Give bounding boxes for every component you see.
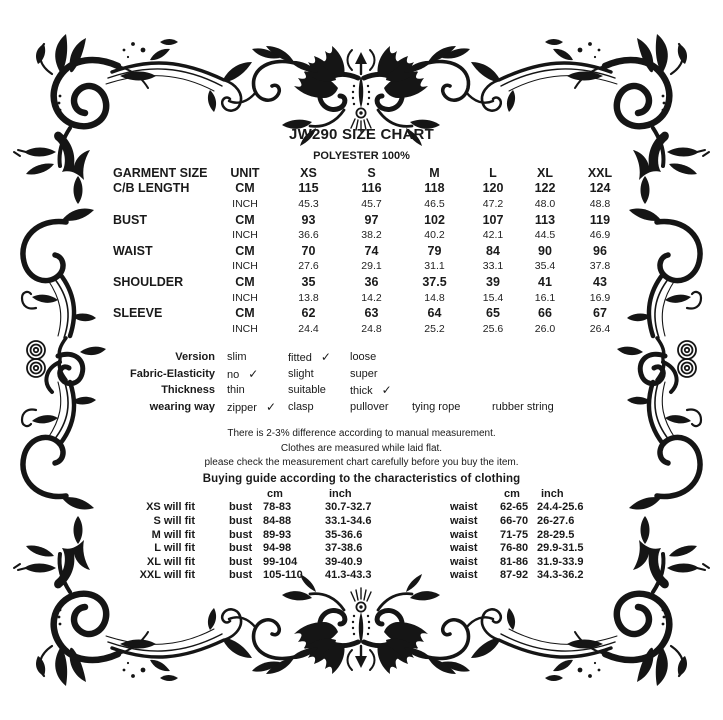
bust-cm-value: 84-88 <box>263 514 292 527</box>
size-value-cell: 26.0 <box>534 322 556 335</box>
fit-size-label: M will fit <box>151 528 195 541</box>
attribute-option-text: clasp <box>288 400 314 413</box>
measurement-label: SHOULDER <box>113 274 184 289</box>
waist-label: waist <box>450 528 478 541</box>
size-value-cell: 124 <box>589 181 611 196</box>
bust-inch-value: 37-38.6 <box>325 542 363 555</box>
bust-label: bust <box>229 555 253 568</box>
attribute-option <box>288 401 350 413</box>
note-line: There is 2-3% difference according to manual measurement. <box>227 428 496 439</box>
attribute-option-text: rubber string <box>492 400 554 413</box>
attribute-option-text: pullover <box>350 400 389 413</box>
attribute-option <box>288 384 350 396</box>
size-table-row <box>113 243 630 259</box>
attribute-option-text: thin <box>227 384 245 397</box>
note-line: please check the measurement chart carefully before you buy the item. <box>204 457 519 468</box>
garment-size-header: GARMENT SIZE <box>113 165 208 180</box>
size-value-cell: 31.1 <box>424 260 445 273</box>
waist-inch-value: 34.3-36.2 <box>537 569 584 582</box>
waist-inch-value: 28-29.5 <box>537 528 575 541</box>
measurement-label: C/B LENGTH <box>113 181 190 196</box>
waist-label: waist <box>450 555 478 568</box>
size-value-cell: 66 <box>538 306 552 321</box>
size-table <box>113 165 630 337</box>
size-value-cell: 16.9 <box>589 291 611 304</box>
material-subtitle: POLYESTER 100% <box>313 150 410 162</box>
attribute-option-text: slight <box>288 367 314 380</box>
waist-cm-value: 66-70 <box>500 514 529 527</box>
size-value-cell: 24.4 <box>298 322 319 335</box>
size-value-cell: 15.4 <box>482 291 504 304</box>
buying-guide-table <box>113 487 617 582</box>
attribute-option <box>350 383 412 397</box>
size-value-cell: 74 <box>364 243 379 258</box>
size-value-cell: 37.8 <box>589 260 611 273</box>
waist-label: waist <box>450 542 478 555</box>
attribute-option-text: slim <box>227 351 247 364</box>
size-column-header: S <box>367 165 376 180</box>
attribute-option-text: suitable <box>288 384 326 397</box>
size-value-cell: 118 <box>424 181 445 196</box>
bust-label: bust <box>229 528 253 541</box>
unit-cell: INCH <box>232 291 258 304</box>
size-value-cell: 25.2 <box>424 322 445 335</box>
size-value-cell: 62 <box>301 306 316 321</box>
attribute-option-text: no <box>227 368 240 381</box>
size-value-cell: 36 <box>364 274 379 289</box>
bust-cm-value: 89-93 <box>263 528 292 541</box>
buying-guide-row <box>113 501 617 515</box>
size-value-cell: 79 <box>427 243 442 258</box>
unit-cell: CM <box>235 243 255 258</box>
attribute-label: Version <box>175 351 215 364</box>
measurement-label: WAIST <box>113 243 153 258</box>
note-lines <box>0 427 723 471</box>
unit-cell: INCH <box>232 260 258 273</box>
size-value-cell: 97 <box>364 212 379 227</box>
size-value-cell: 41 <box>538 274 552 289</box>
page-title: JW290 SIZE CHART <box>289 126 434 143</box>
size-value-cell: 38.2 <box>361 229 382 242</box>
attribute-option <box>350 351 412 363</box>
size-value-cell: 48.8 <box>589 197 611 210</box>
attribute-option-text: tying rope <box>412 400 461 413</box>
size-value-cell: 24.8 <box>361 322 382 335</box>
attribute-option <box>350 368 412 380</box>
size-value-cell: 45.7 <box>361 197 382 210</box>
size-value-cell: 37.5 <box>422 274 447 289</box>
size-value-cell: 67 <box>593 306 607 321</box>
size-value-cell: 14.2 <box>361 291 382 304</box>
size-value-cell: 64 <box>427 306 442 321</box>
attribute-option <box>350 401 412 413</box>
size-value-cell: 16.1 <box>534 291 556 304</box>
size-table-row <box>113 196 630 212</box>
check-mark-icon: ✓ <box>265 399 277 414</box>
attribute-row <box>113 399 622 416</box>
size-value-cell: 93 <box>301 212 316 227</box>
unit-cell: CM <box>235 212 255 227</box>
attribute-option-text: super <box>350 367 378 380</box>
bust-cm-value: 105-110 <box>263 569 303 582</box>
size-value-cell: 25.6 <box>482 322 504 335</box>
size-value-cell: 70 <box>301 243 316 258</box>
bust-cm-value: 94-98 <box>263 542 292 555</box>
attribute-option <box>227 367 288 381</box>
bust-cm-value: 78-83 <box>263 501 292 514</box>
buying-guide-title: Buying guide according to the characteristics of clothing <box>202 472 521 485</box>
size-value-cell: 107 <box>482 212 504 227</box>
waist-cm-value: 81-86 <box>500 555 529 568</box>
buying-guide-row <box>113 541 617 555</box>
size-value-cell: 39 <box>486 274 500 289</box>
size-value-cell: 45.3 <box>298 197 319 210</box>
size-table-row <box>113 274 630 290</box>
unit-cell: INCH <box>232 229 258 242</box>
attribute-option-text: loose <box>350 351 377 364</box>
buying-guide-row <box>113 514 617 528</box>
fit-size-label: XXL will fit <box>139 569 195 582</box>
fit-size-label: L will fit <box>154 542 195 555</box>
unit-header: UNIT <box>230 165 260 180</box>
attribute-option <box>227 400 288 414</box>
size-value-cell: 116 <box>361 181 382 196</box>
size-column-header: L <box>489 165 497 180</box>
bust-label: bust <box>229 514 253 527</box>
measurement-label: SLEEVE <box>113 306 163 321</box>
size-value-cell: 26.4 <box>589 322 611 335</box>
attribute-option-text: zipper <box>227 401 257 414</box>
attribute-option <box>412 401 492 413</box>
bust-inch-value: 41.3-43.3 <box>325 569 372 582</box>
note-line: Clothes are measured while laid flat. <box>280 442 443 454</box>
bust-label: bust <box>229 542 253 555</box>
attribute-option <box>492 401 622 413</box>
bust-inch-value: 35-36.6 <box>325 528 363 541</box>
fit-size-label: XS will fit <box>146 501 195 514</box>
size-value-cell: 33.1 <box>482 260 504 273</box>
attribute-row <box>113 382 622 399</box>
bust-label: bust <box>229 569 253 582</box>
buying-guide-row <box>113 555 617 569</box>
size-value-cell: 115 <box>298 181 319 196</box>
unit-cell: INCH <box>232 197 258 210</box>
bust-cm-value: 99-104 <box>263 555 298 568</box>
size-value-cell: 29.1 <box>361 260 382 273</box>
waist-cm-value: 87-92 <box>500 569 529 582</box>
buying-guide-header-row <box>113 487 617 501</box>
fit-size-label: XL will fit <box>146 555 195 568</box>
size-value-cell: 35.4 <box>534 260 556 273</box>
size-value-cell: 40.2 <box>424 229 445 242</box>
attribute-option <box>227 384 288 396</box>
size-value-cell: 122 <box>534 181 556 196</box>
size-table-header-row <box>113 165 630 181</box>
notes-block <box>0 427 723 488</box>
attribute-rows <box>113 349 622 415</box>
size-value-cell: 44.5 <box>534 229 556 242</box>
size-table-row <box>113 181 630 197</box>
waist-cm-value: 71-75 <box>500 528 529 541</box>
size-value-cell: 65 <box>486 306 500 321</box>
size-value-cell: 35 <box>301 274 316 289</box>
size-value-cell: 27.6 <box>298 260 319 273</box>
size-value-cell: 42.1 <box>482 229 504 242</box>
waist-inch-value: 31.9-33.9 <box>537 555 584 568</box>
buying-guide-row <box>113 528 617 542</box>
waist-label: waist <box>450 569 478 582</box>
size-value-cell: 46.5 <box>424 197 445 210</box>
unit-cell: CM <box>235 274 255 289</box>
size-table-row <box>113 305 630 321</box>
size-column-header: XL <box>537 165 553 180</box>
size-column-header: XS <box>300 165 317 180</box>
size-value-cell: 96 <box>593 243 607 258</box>
waist-inch-header: inch <box>541 487 564 500</box>
attribute-row <box>113 349 622 366</box>
size-value-cell: 46.9 <box>589 229 611 242</box>
waist-cm-value: 62-65 <box>500 501 529 514</box>
unit-cell: CM <box>235 306 255 321</box>
attribute-label: Fabric-Elasticity <box>130 367 215 380</box>
unit-cell: CM <box>235 181 255 196</box>
size-table-row <box>113 227 630 243</box>
waist-label: waist <box>450 514 478 527</box>
waist-inch-value: 26-27.6 <box>537 514 575 527</box>
bust-inch-value: 39-40.9 <box>325 555 363 568</box>
waist-inch-value: 29.9-31.5 <box>537 542 584 555</box>
unit-cell: INCH <box>232 322 258 335</box>
measurement-label: BUST <box>113 212 148 227</box>
check-mark-icon: ✓ <box>381 383 392 398</box>
bust-inch-value: 33.1-34.6 <box>325 514 372 527</box>
bust-cm-header: cm <box>267 487 283 500</box>
attribute-label: wearing way <box>149 400 215 413</box>
waist-inch-value: 24.4-25.6 <box>537 501 584 514</box>
size-value-cell: 14.8 <box>424 291 445 304</box>
size-column-header: XXL <box>587 165 613 180</box>
size-value-cell: 36.6 <box>298 229 319 242</box>
size-value-cell: 102 <box>424 212 445 227</box>
size-value-cell: 84 <box>486 243 500 258</box>
fit-size-label: S will fit <box>153 514 195 527</box>
size-value-cell: 13.8 <box>298 291 319 304</box>
check-mark-icon: ✓ <box>320 350 331 365</box>
size-value-cell: 120 <box>482 181 504 196</box>
size-column-header: M <box>429 165 440 180</box>
buying-guide-row <box>113 569 617 583</box>
attribute-option <box>227 351 288 363</box>
size-value-cell: 119 <box>589 212 611 227</box>
attribute-row <box>113 366 622 383</box>
size-table-row <box>113 259 630 275</box>
bust-inch-value: 30.7-32.7 <box>325 501 372 514</box>
size-value-cell: 113 <box>534 212 556 227</box>
size-table-row <box>113 321 630 337</box>
size-table-row <box>113 290 630 306</box>
size-value-cell: 43 <box>593 274 607 289</box>
size-value-cell: 47.2 <box>482 197 504 210</box>
attribute-option <box>288 350 350 364</box>
size-value-cell: 90 <box>538 243 552 258</box>
attribute-label: Thickness <box>161 384 215 397</box>
waist-cm-header: cm <box>504 487 520 500</box>
attribute-option <box>288 368 350 380</box>
bust-inch-header: inch <box>329 487 352 500</box>
bust-label: bust <box>229 501 253 514</box>
waist-cm-value: 76-80 <box>500 542 529 555</box>
size-value-cell: 48.0 <box>534 197 556 210</box>
size-value-cell: 63 <box>364 306 379 321</box>
attribute-option-text: thick <box>350 385 373 398</box>
attribute-option-text: fitted <box>288 352 312 365</box>
size-table-row <box>113 212 630 228</box>
check-mark-icon: ✓ <box>248 366 259 381</box>
waist-label: waist <box>450 501 478 514</box>
